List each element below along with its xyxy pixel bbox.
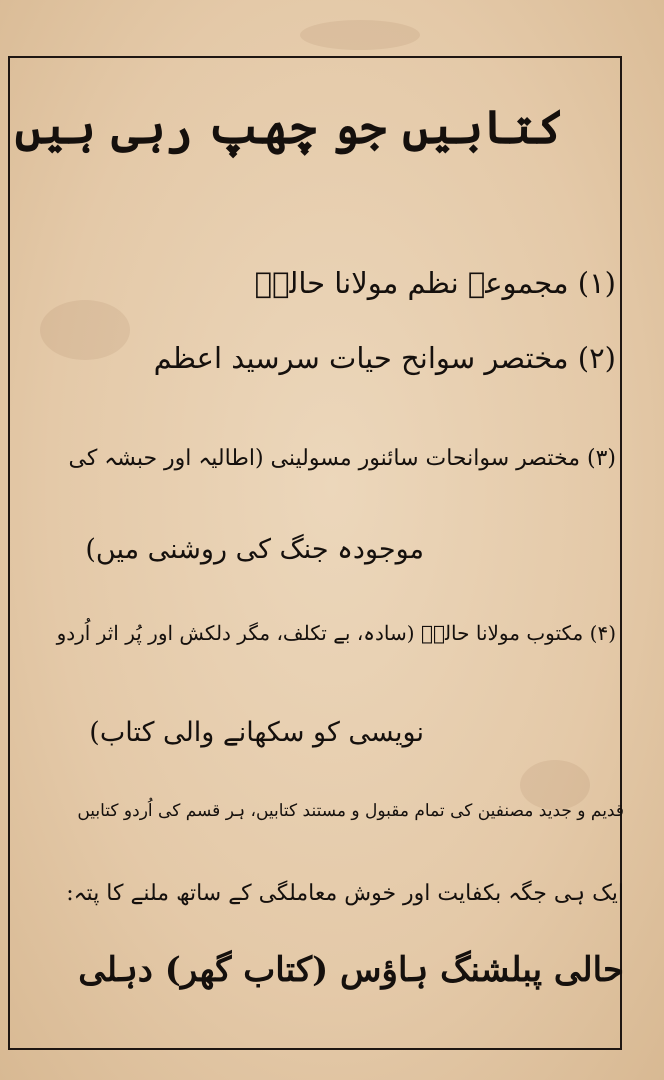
list-item: (۳) مختصر سوانحات سائنور مسولینی (اطالیہ اور حبشہ کی [68, 446, 616, 471]
list-item-continuation: نویسی کو سکھانے والی کتاب) [89, 717, 424, 748]
notice-text: قدیم و جدید مصنفین کی تمام مقبول و مستند کتابیں، ہر قسم کی اُردو کتابیں [77, 801, 624, 821]
list-item: (۴) مکتوب مولانا حالیؔ (سادہ، بے تکلف، مگر دلکش اور پُر اثر اُردو [56, 621, 616, 645]
notice-text: ایک ہی جگہ بکفایت اور خوش معاملگی کے ساتھ ملنے کا پتہ: [66, 881, 624, 906]
list-item: (۱) مجموعہ نظم مولانا حالیؔ [254, 266, 616, 300]
list-item: (۲) مختصر سوانح حیات سرسید اعظم [153, 341, 616, 375]
list-item-continuation: موجودہ جنگ کی روشنی میں) [85, 534, 424, 565]
page-title: کتابیں جو چھپ رہی ہیں [14, 100, 564, 154]
paper-stain [300, 20, 420, 50]
publisher-name: حالی پبلشنگ ہاؤس (کتاب گھر) دہلی [78, 950, 624, 990]
